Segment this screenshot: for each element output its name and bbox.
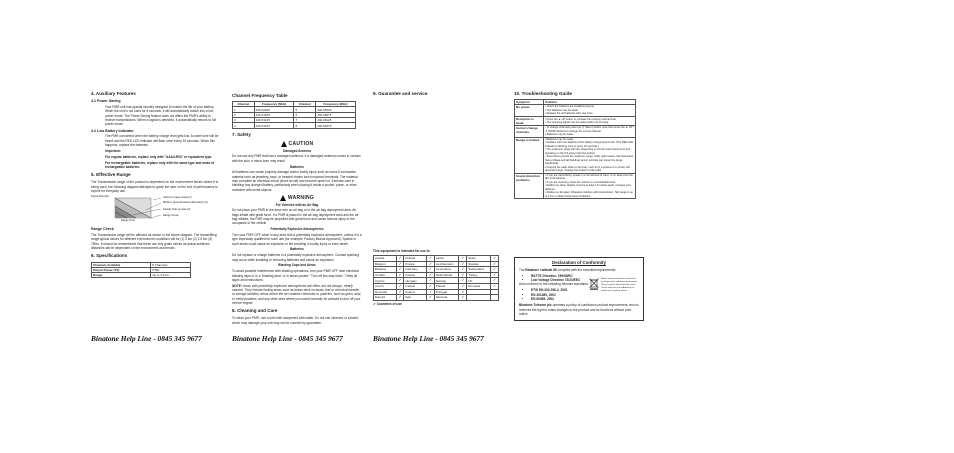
doc-standards-intro: And conforms to the following relevant standards: (519, 282, 589, 287)
country-cell: Netherlands (434, 272, 459, 278)
doc-closing (519, 303, 639, 316)
power-saving-text: Your PMR unit has special circuitry designed to extend the life of your battery. When the unit is not used for 6 seconds, it will automatically switch into a low power mode. The Power Saving feature does not affect the PMR's ability to receive transmissions. When a signal is detected, it automatically returns to full power mode. (105, 105, 217, 127)
table-cell: 4 (233, 123, 255, 128)
country-cell: UK (467, 278, 491, 284)
country-cell: Norway (434, 278, 459, 284)
check-icon: ✓ (427, 283, 435, 289)
batteries-text: All batteries can cause property damage and/or bodily injury such as burns if conductive material such as jewellery, keys, or beaded chains touch exposed terminals. The material may complete an electrical circuit (short circuit) and become quite hot. Exercise care in handling any charged battery, particularly when placing it inside a pocket, purse, or other container with metal objects. (232, 170, 358, 192)
doc-title: Declaration of Conformity (552, 260, 606, 266)
table-cell: 8 (294, 123, 316, 128)
section-title-auxiliary: 4. Auxiliary Features (91, 91, 136, 96)
table-row (515, 137, 636, 173)
bullet-icon: • (545, 117, 547, 121)
channel-frequency-table (232, 101, 356, 128)
blank-space (373, 99, 503, 249)
solution-text: Keeping the radio close to the body, such as in a pocket or on a belt, will decrease range. Change the location of the radio. (545, 165, 630, 173)
country-cell: Hungary (404, 278, 427, 284)
solution-cell (544, 173, 636, 199)
check-icon: ✓ (459, 267, 467, 273)
check-icon: ✓ (491, 261, 499, 267)
country-cell: Romania (467, 283, 491, 289)
column-header: Channel (294, 102, 316, 107)
country-cell: Denmark (374, 289, 397, 295)
solution-cell (544, 116, 636, 125)
list-item: • Low Voltage Directive 73/23/EEC (531, 278, 639, 282)
check-icon: ✓ (396, 261, 404, 267)
country-cell: France (404, 261, 427, 267)
table-cell: 446.05625 (316, 107, 356, 112)
table-cell: 1 (233, 107, 255, 112)
diagram-legend-3: Heavily built up area (3) (163, 208, 191, 212)
solution-item (545, 174, 634, 181)
country-cell: Austria (374, 256, 397, 262)
doc-model: Binatone Latitude 80 (525, 268, 557, 273)
check-icon: ✓ (491, 256, 499, 262)
doc-standards-list (519, 288, 568, 301)
country-cell: Iceland (404, 283, 427, 289)
column-header: Channel (233, 102, 255, 107)
doc-intro-suffix: complies with the essential requirements: (557, 268, 616, 273)
table-row (515, 105, 636, 117)
solution-text: To change channels press the Ⓜ (Menu) button once then press the ▲ UP / ▼ DOWN buttons to change the current channel. (545, 126, 634, 133)
check-icon: ✓ (396, 283, 404, 289)
check-icon: ✓ (396, 278, 404, 284)
solution-item (545, 133, 634, 137)
bullet-icon: • (545, 137, 547, 141)
solution-text: Batteries may be weak. (546, 133, 574, 137)
country-cell: Czech (374, 283, 397, 289)
country-cell: Finland (404, 256, 427, 262)
diagram-legend-4: Range Scope (163, 214, 179, 218)
countries-table (373, 255, 499, 301)
page-column-4 (514, 88, 644, 321)
solution-text: Radios too far apart. Obstacles interfere with transmission. Talk range is up to 3 Km in ideal environment conditions. (545, 191, 633, 198)
bullet-icon: • (545, 126, 547, 130)
country-cell: Luxemburg (434, 267, 459, 273)
column-header: Frequency (MHz) (316, 102, 356, 107)
doc-closing-text: operates a policy of continuous product improvement, and so reserves the right to make changes to the product and its functions without prior notice. (519, 303, 639, 316)
section-title-safety: 7. Safety (232, 131, 251, 137)
table-row (92, 273, 191, 278)
section-title-specs: 6. Specifications (91, 253, 128, 259)
solution-text: Check the batteries are installed properly. (546, 105, 595, 109)
spec-value: 8 Channels (151, 262, 191, 267)
crossed-bin-icon (589, 278, 599, 290)
countries-note-label: Countries of use (376, 301, 402, 306)
check-icon (491, 295, 499, 301)
solution-item (545, 166, 634, 173)
country-cell: Switzerland (467, 267, 491, 273)
check-icon: ✓ (396, 295, 404, 301)
check-icon: ✓ (427, 267, 435, 273)
check-icon: ✓ (491, 267, 499, 273)
troubleshooting-table (514, 99, 636, 199)
solution-text: The maximum range will vary depending on terrain and environment and operating on the 0.5 power high line setting. (545, 148, 630, 155)
check-icon: ✓ (427, 256, 435, 262)
section-title-troubleshooting: 10. Troubleshooting Guide (514, 91, 572, 96)
solution-cell (544, 105, 636, 117)
table-cell: 2 (233, 112, 255, 117)
country-cell: Cyprus (374, 278, 397, 284)
symptom-cell: No power. (515, 105, 544, 117)
table-cell: 6 (294, 112, 316, 117)
solution-text: Radios too close. Radios must be at least 1.5 meters apart, increase your distance. (545, 184, 631, 191)
table-cell: 446.04375 (254, 123, 294, 128)
check-icon: ✓ (459, 261, 467, 267)
explosive-text: Turn your PMR OFF when in any area with a potentially explosive atmosphere, unless it is a type especially qualified for such use (for example, Factory Mutual Approved). Sparks in such areas could cause an explosion or fire resulting in bodily injury or even death. (232, 233, 362, 246)
check-icon: ✓ (427, 295, 435, 301)
check-icon: ✓ (396, 289, 404, 295)
solution-cell (544, 126, 636, 138)
solution-text: Replace the old batteries with new ones. (546, 112, 594, 116)
country-cell: Spain (467, 256, 491, 262)
doc-closing-brand: Binatone Telecom plc (519, 303, 552, 308)
country-cell: Liechtenstein (434, 261, 459, 267)
table-row (515, 116, 636, 125)
symptom-cell: Sound distortion problems. (515, 173, 544, 199)
section-title-cleaning: 8. Cleaning and Care (232, 308, 278, 314)
solution-item (545, 191, 634, 198)
cleaning-text: To clean your PMR, use a soft cloth dampened with water. Do not use cleaners or solvent, which may damage your unit may not be covered by guarantee. (232, 316, 359, 325)
bullet-icon: • (545, 180, 547, 184)
section-title-guarantee: 9. Guarantee and service (373, 91, 428, 96)
country-cell: Bulgaria (374, 267, 397, 273)
list-item: • EN 60065, 2002 (531, 297, 568, 301)
check-icon: ✓ (373, 301, 376, 306)
check-icon: ✓ (396, 256, 404, 262)
country-cell: Italy (404, 295, 427, 301)
column-header: Frequency (MHz) (254, 102, 294, 107)
table-cell: 3 (233, 118, 255, 123)
channel-frequency-title: Channel Frequency Table (232, 93, 288, 98)
diagram-legend-2: Medium (ground based obstruction) (2) (163, 201, 208, 205)
bullet-icon: • (545, 121, 547, 125)
solution-text: Replace with new batteries if the battery charge level is low. (The RED LED indicator is flashing once in every 15 seconds.) (545, 141, 634, 148)
solution-text: Press the ▲ UP button to increase the receiver volume level. (546, 117, 617, 121)
bullet-icon: • (545, 141, 547, 145)
table-cell: 446.01875 (254, 112, 294, 117)
country-cell: Germany (404, 267, 427, 273)
note-text: Areas with potentially explosive atmospheres are often, but not always, clearly marked. They include fueling areas such as below deck on boats; fuel or chemical transfer or storage facilities; areas where the air contains chemicals or particles, such as grain, dust, or metal powders; and any other area where you would normally be advised to turn off your vehicle engine. (232, 283, 362, 305)
batteries-title: Batteries (290, 164, 304, 169)
damaged-antenna-title: Damaged Antenna (283, 148, 311, 153)
spec-label: Output Power (TX) (92, 267, 151, 272)
table-row (233, 123, 356, 128)
solution-item (545, 112, 634, 116)
check-icon: ✓ (396, 272, 404, 278)
solution-item (545, 121, 634, 125)
check-icon: ✓ (459, 278, 467, 284)
airbag-title: For Vehicles with an Air Bag (275, 202, 319, 207)
blasting-title: Blasting Caps and Areas (278, 263, 316, 268)
countries-note (373, 302, 503, 307)
important-note-1: For regular batteries, replace only with "AAA/LR03" or equivalent type. (105, 154, 213, 159)
subsection-low-battery: 4.2 Low Battery Indicator (91, 128, 134, 133)
bullet-icon: • (545, 133, 547, 137)
bullet-icon: • (545, 112, 547, 116)
country-cell: Belgium (374, 261, 397, 267)
note-paragraph (232, 284, 362, 306)
batteries-explosive-text: Do not replace or charge batteries in a potentially explosive atmosphere. Contact sparking may occur while installing or removing batteries and cause an explosion. (232, 253, 360, 262)
country-cell: Latvia (434, 256, 459, 262)
declaration-of-conformity (514, 257, 644, 321)
spec-label: Channels Available (92, 262, 151, 267)
solution-text: The receiving signal may be weak and/or out of range. (546, 121, 610, 125)
range-check-text: The Transmission range will be affected as shown in the above diagram. The transmitting range typical values for different environment conditions will be (1) 3 km (2) 1.5 km (3) 750m. It should be remembered that these are only guide values as actual achieved distances will be dependent on the environment and terrain. (91, 233, 217, 251)
diagram-legend-1: Optimum (open area) (1) (163, 196, 192, 200)
intended-use-text: This equipment is intended for use in: (373, 249, 431, 254)
help-line-footer-3: Binatone Help Line - 0845 345 9677 (373, 334, 484, 343)
country-cell: Croatia (374, 272, 397, 278)
page-column-3 (373, 88, 503, 308)
warning-label: WARNING (287, 194, 315, 201)
bullet-icon: • (545, 148, 547, 152)
check-icon: ✓ (459, 283, 467, 289)
note-label: NOTE: (232, 283, 242, 288)
solution-item (545, 155, 634, 166)
specs-table (91, 262, 191, 279)
caution-label: CAUTION (288, 140, 314, 147)
table-cell: 5 (294, 107, 316, 112)
bullet-icon: • (545, 165, 547, 169)
symptom-cell: Cannot change channels. (515, 126, 544, 138)
important-note-2: For rechargeable batteries, replace only with the same type and make of rechargeable batteries. (105, 160, 215, 169)
check-icon: ✓ (459, 295, 467, 301)
symptom-cell: Reception is weak. (515, 116, 544, 125)
bullet-icon: • (545, 155, 547, 159)
airbag-text: Do not place your PMR in the area over an air bag or in the air bag deployment area. Air bags inflate with great force. If a PMR is placed in the air bag deployment area and the air bag inflates, the PMR may be propelled with great force and cause serious injury to the occupants of the vehicle. (232, 208, 359, 226)
page-column-1 (91, 88, 221, 278)
check-icon: ✓ (459, 289, 467, 295)
warning-heading (232, 195, 362, 202)
range-check-title: Range Check (91, 227, 114, 232)
table-cell: 446.00625 (254, 107, 294, 112)
weee-block (589, 278, 639, 293)
spec-value: Up to 3 Kms. (151, 273, 191, 278)
country-cell: Greece (404, 272, 427, 278)
range-diagram (91, 195, 217, 225)
batteries-explosive-title: Batteries (290, 247, 304, 252)
check-icon: ✓ (427, 278, 435, 284)
column-header: Solution (544, 100, 636, 105)
page-column-2 (232, 93, 362, 327)
solution-cell (544, 137, 636, 173)
check-icon: ✓ (459, 272, 467, 278)
doc-intro-prefix: The (519, 268, 525, 273)
range-text: The Transmission range of the product is dependent on the environment terrain where it is being used, the following diagram attempts to guide the user on the sort of performance to expect for everyday use. (91, 180, 219, 193)
check-icon: ✓ (491, 283, 499, 289)
low-battery-text: The PMR can detect when the battery charge level gets low. An alert tone will be heard and the RED LED indicator will flash once every 15 seconds. When this happens, replace the batteries. (105, 134, 219, 148)
diagram-signal-label: Signal Strength (91, 195, 109, 199)
damaged-antenna-text: Do not use any PMR that has a damaged antenna. If a damaged antenna comes in contact with the skin, a minor burn may result. (232, 154, 361, 163)
check-icon: ✓ (459, 256, 467, 262)
column-header: Symptom (515, 100, 544, 105)
caution-heading (232, 141, 362, 148)
warning-triangle-icon (281, 141, 287, 147)
blasting-text: To avoid possible interference with blasting operations, turn your PMR OFF near electrical blasting caps or in a "blasting area" or in areas posted: "Turn off two-way radio." Obey all signs and instructions. (232, 269, 359, 282)
bullet-icon: • (545, 108, 547, 112)
list-item: • EN 301489, 2002 (531, 293, 568, 297)
list-item: • R&TTE Directive, 1999/5/EC (531, 274, 639, 278)
spec-label: Range (92, 273, 151, 278)
diagram-range-label: Range (Km) (121, 219, 135, 223)
explosive-title: Potentially Explosive Atmospheres (270, 227, 324, 232)
country-cell: Slovenia (434, 295, 459, 301)
table-row (515, 173, 636, 199)
country-cell: Portugal (434, 289, 459, 295)
country-cell: Poland (434, 283, 459, 289)
table-cell: 446.09375 (316, 123, 356, 128)
country-cell (467, 295, 491, 301)
check-icon: ✓ (427, 272, 435, 278)
range-diagram-graphic (91, 195, 217, 225)
check-icon: ✓ (491, 278, 499, 284)
weee-text: Waste electrical products should not be disposed of with household waste. Please recycle where facilities exist. Check with your Local Authority or retailer for recycling advice. (601, 278, 638, 293)
solution-text: Batteries may be weak. (546, 137, 574, 141)
table-cell: 7 (294, 118, 316, 123)
important-label: Important: (105, 148, 121, 153)
table-row (515, 126, 636, 138)
help-line-footer-2: Binatone Help Line - 0845 345 9677 (232, 334, 343, 343)
table-cell: 446.06875 (316, 112, 356, 117)
country-cell: Turkey (467, 272, 491, 278)
country-cell: Estonia (374, 295, 397, 301)
check-icon: ✓ (427, 289, 435, 295)
warning-triangle-icon (280, 195, 286, 201)
table-cell: 446.03125 (254, 118, 294, 123)
subsection-power-saving: 4.1 Power Saving (91, 99, 121, 104)
section-title-range: 5. Effective Range (91, 172, 131, 178)
bullet-icon: • (545, 184, 547, 188)
bullet-icon: • (545, 191, 547, 195)
symptom-cell: Range is limited. (515, 137, 544, 173)
solution-text: If you are receiving, lower the volume to a comfortable level. (546, 180, 616, 184)
bullet-icon: • (545, 173, 547, 177)
table-row (374, 295, 499, 301)
solution-text: If you are transmitting, speak in a normal tone of voice, 5 cm away from the Mic (microphone). (545, 173, 633, 181)
list-item: • ETSI EN 300 296-2, 2001 (531, 288, 568, 292)
bullet-icon: • (545, 105, 547, 109)
help-line-footer-1: Binatone Help Line - 0845 345 9677 (91, 334, 202, 343)
doc-intro (519, 268, 639, 272)
check-icon: ✓ (427, 261, 435, 267)
solution-text: Steel frame provide the maximum range, while radio towers, tall obstruction, heavy foliage and tall buildings and in vehicles can impair the range significantly. (545, 155, 634, 166)
country-cell: Ireland (404, 289, 427, 295)
country-cell: Sweden (467, 261, 491, 267)
table-cell: 446.08125 (316, 118, 356, 123)
spec-value: 0.5W (151, 267, 191, 272)
solution-text: The batteries may be weak. (546, 108, 579, 112)
check-icon: ✓ (396, 267, 404, 273)
check-icon: ✓ (491, 272, 499, 278)
